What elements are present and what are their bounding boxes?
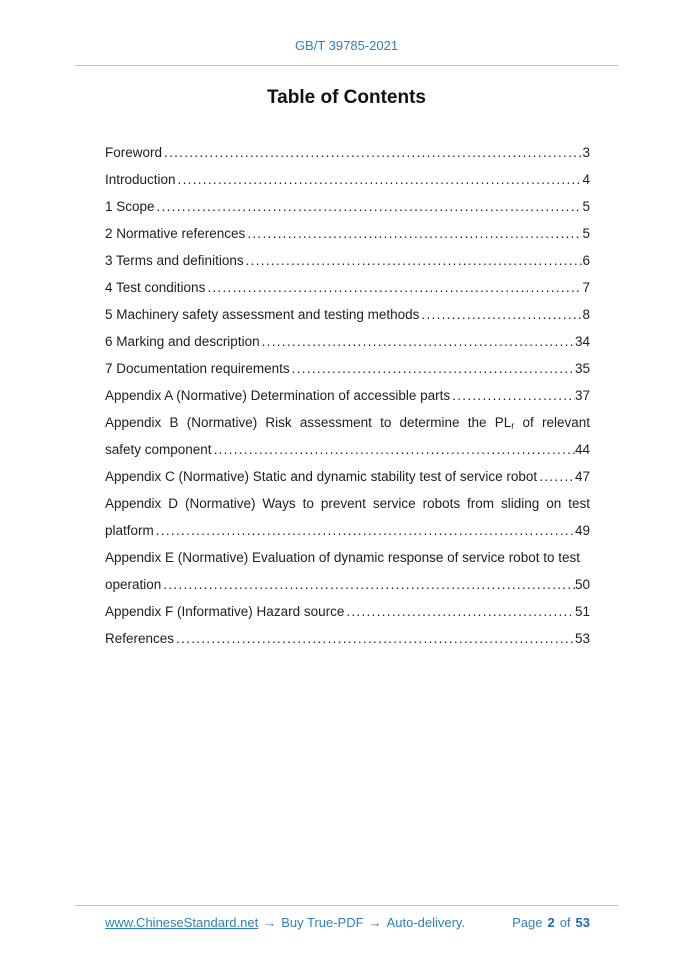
dot-leader — [176, 166, 583, 193]
dot-leader — [537, 463, 575, 490]
footer-promo — [105, 913, 465, 933]
toc-entry-label: References — [105, 631, 175, 646]
toc-entry — [105, 355, 590, 382]
toc-entry-label-line2: operation — [105, 577, 162, 592]
dot-leader — [260, 328, 575, 355]
toc-entry — [105, 301, 590, 328]
dot-leader — [212, 436, 575, 463]
toc-entry-page: 47 — [574, 469, 590, 484]
toc-entry-label: 5 Machinery safety assessment and testing methods — [105, 307, 420, 322]
toc-entry-label: 3 Terms and definitions — [105, 253, 244, 268]
toc-entry-label-line1 — [105, 409, 590, 436]
page-current: 2 — [547, 915, 555, 930]
footer-delivery-text: Auto-delivery. — [386, 915, 466, 930]
of-word: of — [559, 915, 571, 930]
toc-entry-page: 35 — [574, 361, 590, 376]
dot-leader — [155, 193, 583, 220]
toc-entry-label-line1: Appendix D (Normative) Ways to prevent service robots from sliding on test — [105, 496, 590, 511]
toc-entry-page: 44 — [574, 442, 590, 457]
toc-entry-label-part: Appendix B (Normative) Risk assessment to determine the PL — [105, 415, 512, 430]
toc-entry-label: Appendix F (Informative) Hazard source — [105, 604, 345, 619]
toc-entry-label: 1 Scope — [105, 199, 155, 214]
dot-leader — [344, 598, 575, 625]
toc-entry-page: 49 — [574, 523, 590, 538]
toc-entry-page: 7 — [582, 280, 590, 295]
subscript-r: r — [511, 420, 515, 431]
toc-entry-label: 4 Test conditions — [105, 280, 206, 295]
toc-entry-page: 50 — [574, 577, 590, 592]
toc-entry-page: 51 — [574, 604, 590, 619]
page-title: Table of Contents — [266, 87, 427, 108]
toc-entry — [105, 247, 590, 274]
toc-entry-page: 6 — [582, 253, 590, 268]
toc-entry — [105, 625, 590, 652]
toc-entry-label: 6 Marking and description — [105, 334, 260, 349]
toc-entry-label: Appendix C (Normative) Static and dynamic stability test of service robot — [105, 469, 538, 484]
toc-entry-label-part: of relevant — [514, 415, 590, 430]
toc-entry-page: 5 — [582, 199, 590, 214]
toc-entry-page: 5 — [582, 226, 590, 241]
toc-entry — [105, 274, 590, 301]
arrow-right-icon: → — [263, 915, 277, 930]
toc-entry — [105, 409, 590, 463]
dot-leader — [290, 355, 575, 382]
toc-entry-label-line2: platform — [105, 523, 154, 538]
page-indicator — [512, 913, 590, 933]
toc-entry — [105, 328, 590, 355]
toc-entry — [105, 463, 590, 490]
dot-leader — [450, 382, 575, 409]
header-divider — [75, 65, 618, 66]
toc-entry-page: 53 — [574, 631, 590, 646]
site-link[interactable]: www.ChineseStandard.net — [105, 915, 259, 930]
dot-leader — [244, 247, 583, 274]
toc-entry-page: 37 — [574, 388, 590, 403]
toc-entry — [105, 598, 590, 625]
dot-leader — [154, 517, 575, 544]
dot-leader — [419, 301, 582, 328]
toc-entry-label: 2 Normative references — [105, 226, 246, 241]
toc-entry — [105, 220, 590, 247]
toc-entry — [105, 490, 590, 544]
toc-entry-page: 3 — [582, 145, 590, 160]
toc-entry-label-line1: Appendix E (Normative) Evaluation of dynamic response of service robot to test — [105, 550, 580, 565]
page-footer — [105, 913, 590, 933]
footer-buy-text: Buy True-PDF — [281, 915, 364, 930]
toc-entry — [105, 382, 590, 409]
toc-entry-label: Foreword — [105, 145, 163, 160]
arrow-right-icon: → — [368, 915, 382, 930]
toc-entry — [105, 139, 590, 166]
toc-entry-label: Introduction — [105, 172, 176, 187]
toc-entry-page: 34 — [574, 334, 590, 349]
dot-leader — [161, 571, 575, 598]
page-word: Page — [512, 915, 543, 930]
footer-divider — [75, 905, 618, 906]
toc-entry-label-line2: safety component — [105, 442, 212, 457]
toc-entry-page: 8 — [582, 307, 590, 322]
table-of-contents — [105, 139, 590, 652]
toc-entry — [105, 544, 590, 598]
toc-entry-label: 7 Documentation requirements — [105, 361, 290, 376]
toc-entry — [105, 193, 590, 220]
dot-leader — [205, 274, 582, 301]
toc-entry — [105, 166, 590, 193]
toc-entry-label: Appendix A (Normative) Determination of accessible parts — [105, 388, 451, 403]
page-total: 53 — [575, 915, 590, 930]
dot-leader — [174, 625, 575, 652]
document-number: GB/T 39785-2021 — [294, 38, 399, 53]
toc-entry-page: 4 — [582, 172, 590, 187]
dot-leader — [245, 220, 582, 247]
dot-leader — [162, 139, 582, 166]
